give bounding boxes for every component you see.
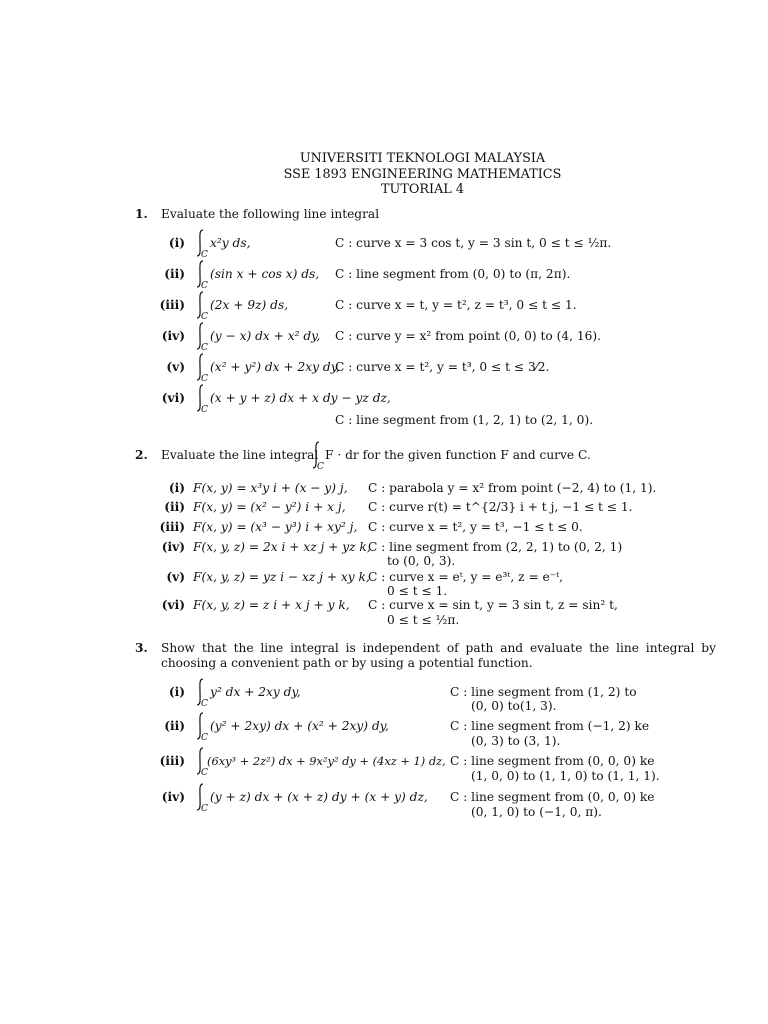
q2-item-condition: C : line segment from (2, 2, 1) to (0, 2, 1) (368, 540, 623, 554)
q3-item-label: (iv) (161, 790, 185, 804)
q1-item-label: (iv) (161, 329, 185, 343)
q2-item-label: (iv) (161, 540, 185, 554)
q2-item-expression: F(x, y) = (x² − y²) i + x j, (193, 500, 346, 514)
q2-item-label: (iii) (159, 520, 185, 534)
question-2-text-after: F · dr for the given function F and curve C. (325, 448, 591, 462)
q2-item-condition-continued: to (0, 0, 3). (387, 554, 456, 568)
integral-sign-icon: C (193, 321, 207, 355)
course-title: SSE 1893 ENGINEERING MATHEMATICS (283, 166, 562, 182)
tutorial-title: TUTORIAL 4 (381, 182, 464, 197)
question-2-text-before: Evaluate the line integral (161, 448, 319, 462)
q2-item-condition-continued: 0 ≤ t ≤ ½π. (387, 613, 460, 627)
q3-item-expression: (y² + 2xy) dx + (x² + 2xy) dy, (210, 719, 389, 733)
q2-item-condition: C : curve x = eᵗ, y = e³ᵗ, z = e⁻ᵗ, (368, 570, 564, 584)
q3-item-condition-continued: (0, 0) to(1, 3). (471, 699, 557, 713)
document-header (0, 151, 768, 198)
q3-item-condition: C : line segment from (0, 0, 0) ke (450, 754, 655, 768)
q1-item-expression: (x² + y²) dx + 2xy dy, (210, 360, 340, 374)
integral-sign-icon: C (193, 383, 207, 417)
question-3-number: 3. (135, 641, 148, 655)
integral-sign-icon: C (193, 290, 207, 324)
q1-item-condition: C : curve x = t, y = t², z = t³, 0 ≤ t ≤ 1. (335, 298, 577, 312)
q1-item-expression: (sin x + cos x) ds, (210, 267, 320, 281)
integral-sign-icon: C (309, 440, 323, 474)
q1-item-expression: (x + y + z) dx + x dy − yz dz, (210, 391, 391, 405)
q3-item-condition-continued: (0, 1, 0) to (−1, 0, π). (471, 805, 602, 819)
q1-item-label: (vi) (161, 391, 185, 405)
q2-item-expression: F(x, y, z) = yz i − xz j + xy k, (193, 570, 370, 584)
q2-item-condition: C : curve x = t², y = t³, −1 ≤ t ≤ 0. (368, 520, 583, 534)
q1-item-condition: C : curve y = x² from point (0, 0) to (4, 16). (335, 329, 602, 343)
q1-item-condition: C : curve x = t², y = t³, 0 ≤ t ≤ 3⁄2. (335, 360, 550, 374)
q2-item-condition-continued: 0 ≤ t ≤ 1. (387, 584, 448, 598)
q2-item-condition: C : curve x = sin t, y = 3 sin t, z = sin² t, (368, 598, 618, 612)
question-2-number: 2. (135, 448, 148, 462)
q2-item-expression: F(x, y) = x³y i + (x − y) j, (193, 481, 348, 495)
integral-sign-icon: C (193, 259, 207, 293)
q1-item-label: (i) (168, 236, 185, 250)
question-1-text: Evaluate the following line integral (161, 207, 380, 221)
q1-item-label: (ii) (164, 267, 185, 281)
q3-item-condition-continued: (1, 0, 0) to (1, 1, 0) to (1, 1, 1). (471, 769, 660, 783)
question-1-number: 1. (135, 207, 148, 221)
q3-item-label: (i) (168, 685, 185, 699)
q3-item-condition: C : line segment from (1, 2) to (450, 685, 637, 699)
q3-item-label: (iii) (159, 754, 185, 768)
q2-item-label: (vi) (161, 598, 185, 612)
q1-item-expression: (2x + 9z) ds, (210, 298, 289, 312)
question-3-text: Show that the line integral is independent of path and evaluate the line integral by choosing a convenient path or by using a potential function. (161, 641, 716, 670)
q3-item-condition: C : line segment from (0, 0, 0) ke (450, 790, 655, 804)
university-title: UNIVERSITI TEKNOLOGI MALAYSIA (299, 151, 546, 166)
q1-item-label: (v) (166, 360, 185, 374)
integral-sign-icon: C (193, 746, 207, 780)
integral-sign-icon: C (193, 352, 207, 386)
q3-item-condition: C : line segment from (−1, 2) ke (450, 719, 650, 733)
q2-item-condition: C : curve r(t) = t^{2/3} i + t j, −1 ≤ t ≤ 1. (368, 500, 633, 514)
q2-item-expression: F(x, y, z) = z i + x j + y k, (193, 598, 350, 612)
q1-item-condition: C : line segment from (1, 2, 1) to (2, 1, 0). (335, 413, 594, 427)
integral-sign-icon: C (193, 228, 207, 262)
q3-item-expression: (y + z) dx + (x + z) dy + (x + y) dz, (210, 790, 428, 804)
q2-item-expression: F(x, y, z) = 2x i + xz j + yz k, (193, 540, 371, 554)
q2-item-label: (i) (168, 481, 185, 495)
integral-sign-icon: C (193, 711, 207, 745)
integral-sign-icon: C (193, 782, 207, 816)
integral-sign-icon: C (193, 677, 207, 711)
q2-item-label: (ii) (164, 500, 185, 514)
q3-item-expression: (6xy³ + 2z²) dx + 9x²y² dy + (4xz + 1) dz, (207, 754, 446, 768)
q3-item-expression: y² dx + 2xy dy, (210, 685, 301, 699)
q3-item-condition-continued: (0, 3) to (3, 1). (471, 734, 561, 748)
q2-item-expression: F(x, y) = (x³ − y³) i + xy² j, (193, 520, 358, 534)
q1-item-expression: (y − x) dx + x² dy, (210, 329, 321, 343)
q2-item-condition: C : parabola y = x² from point (−2, 4) to (1, 1). (368, 481, 657, 495)
q3-item-label: (ii) (164, 719, 185, 733)
q1-item-condition: C : curve x = 3 cos t, y = 3 sin t, 0 ≤ t ≤ ½π. (335, 236, 612, 250)
q2-item-label: (v) (166, 570, 185, 584)
q1-item-condition: C : line segment from (0, 0) to (π, 2π). (335, 267, 571, 281)
q1-item-expression: x²y ds, (210, 236, 251, 250)
q1-item-label: (iii) (159, 298, 185, 312)
